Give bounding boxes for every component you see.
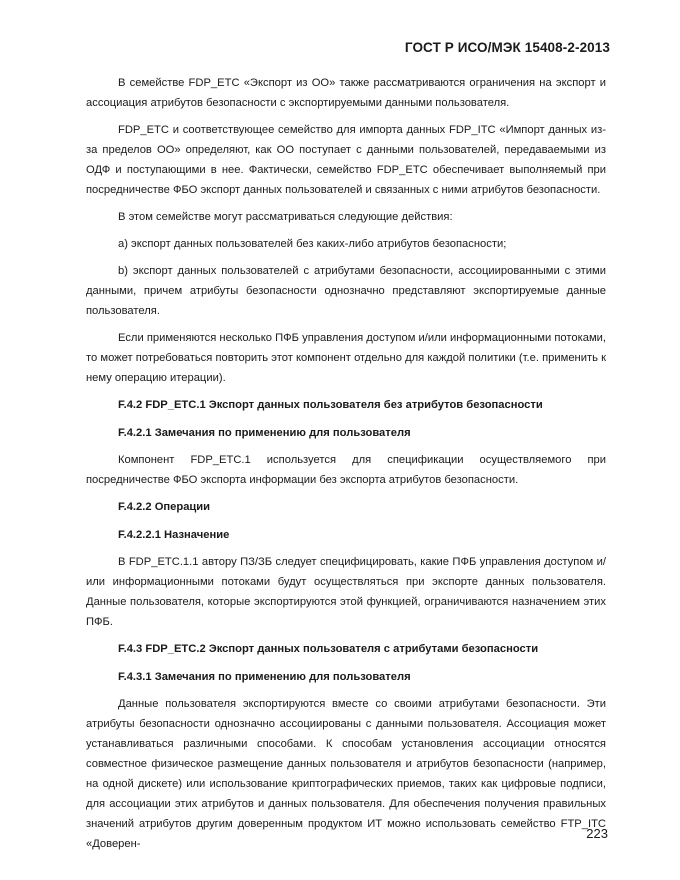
document-header: ГОСТ Р ИСО/МЭК 15408-2-2013 bbox=[404, 40, 610, 55]
document-body bbox=[86, 73, 606, 861]
paragraph: FDP_ETC и соответствующее семейство для импорта данных FDP_ITC «Импорт данных из-за пределов ОО» определяют, как ОО поступает с данными пользователей, передаваемыми из ОДФ и поступающими в нее. Фактически, семейство FDP_ETC обеспечивает выполняемый при посредничестве ФБО экспорт данных пользователей и связанных с ними атрибутов безопасности. bbox=[86, 124, 606, 196]
paragraph: В FDP_ETC.1.1 автору ПЗ/ЗБ следует специфицировать, какие ПФБ управления доступом и/или информационными потоками будут осуществляться при экспорте данных пользователя. Данные пользователя, которые экспортируются этой функцией, ограничиваются назначением этих ПФБ. bbox=[86, 556, 606, 628]
section-heading: F.4.2 FDP_ETC.1 Экспорт данных пользователя без атрибутов безопасности bbox=[118, 399, 543, 411]
section-heading: F.4.3 FDP_ETC.2 Экспорт данных пользователя с атрибутами безопасности bbox=[118, 643, 539, 655]
subsection-heading: F.4.2.2.1 Назначение bbox=[118, 529, 230, 541]
subsection-heading: F.4.2.1 Замечания по применению для пользователя bbox=[118, 427, 411, 439]
page-number: 223 bbox=[586, 826, 608, 841]
paragraph: Если применяются несколько ПФБ управления доступом и/или информационными потоками, то может потребоваться повторить этот компонент отдельно для каждой политики (т.е. применить к нему операцию итерации). bbox=[86, 332, 606, 384]
subsection-heading: F.4.3.1 Замечания по применению для пользователя bbox=[118, 671, 411, 683]
paragraph: В семействе FDP_ETC «Экспорт из ОО» также рассматриваются ограничения на экспорт и ассоциация атрибутов безопасности с экспортируемыми данными пользователя. bbox=[86, 77, 606, 109]
list-item: b) экспорт данных пользователей с атрибутами безопасности, ассоциированными с этими данными, причем атрибуты безопасности однозначно представляют экспортируемые данные пользователя. bbox=[86, 265, 606, 317]
paragraph: В этом семействе могут рассматриваться следующие действия: bbox=[118, 211, 453, 223]
list-item: а) экспорт данных пользователей без каких-либо атрибутов безопасности; bbox=[118, 238, 507, 250]
subsection-heading: F.4.2.2 Операции bbox=[118, 501, 211, 513]
paragraph: Данные пользователя экспортируются вместе со своими атрибутами безопасности. Эти атрибуты безопасности однозначно ассоциированы с данными пользователя. Ассоциация может устанавливаться различными способами. К способам установления ассоциации относятся совместное физическое размещение данных пользователя и атрибутов безопасности (например, на одной дискете) или использование криптографических приемов, таких как цифровые подписи, для ассоциации этих атрибутов и данных пользователя. Для обеспечения получения правильных значений атрибутов другим доверенным продуктом ИТ можно использовать семейство FTP_ITC «Доверен- bbox=[86, 698, 606, 850]
paragraph: Компонент FDP_ETC.1 используется для спецификации осуществляемого при посредничестве ФБО экспорта информации без экспорта атрибутов безопасности. bbox=[86, 454, 606, 486]
